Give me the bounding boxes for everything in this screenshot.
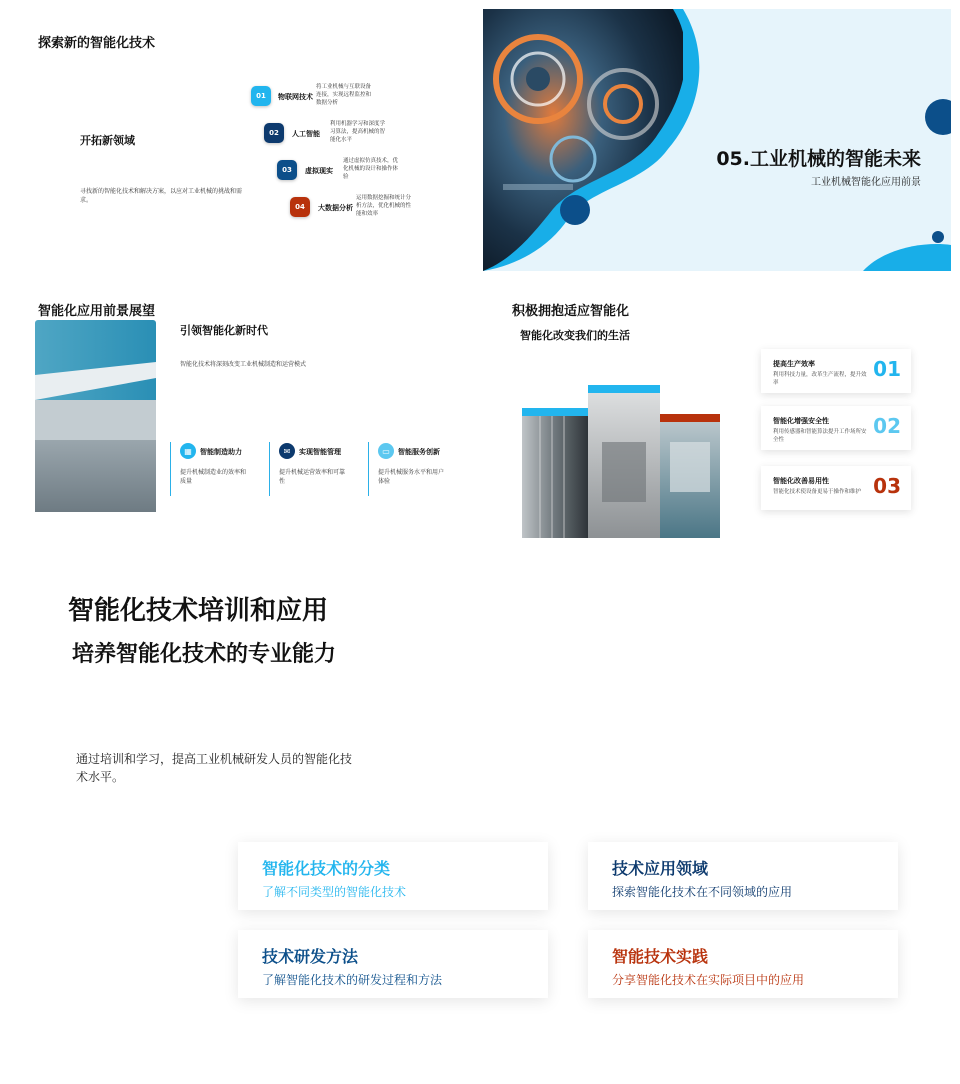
card-number: 01 bbox=[873, 357, 901, 381]
card-desc: 分享智能化技术在实际项目中的应用 bbox=[612, 973, 805, 987]
city-photo-strip bbox=[520, 382, 722, 540]
item-label-iot: 物联网技术 bbox=[278, 93, 313, 101]
feature-desc: 提升机械运营效率和可靠性 bbox=[279, 469, 346, 485]
item-desc-bigdata: 运用数据挖掘和统计分析方法，优化机械的性能和效率 bbox=[356, 195, 412, 217]
slide-description: 通过培训和学习，提高工业机械研发人员的智能化技术水平。 bbox=[76, 752, 353, 784]
item-badge-01: 01 bbox=[251, 86, 271, 106]
item-badge-04: 04 bbox=[290, 197, 310, 217]
slide-title: 智能化技术培训和应用 bbox=[68, 596, 329, 626]
training-card bbox=[588, 930, 898, 998]
benefit-card bbox=[761, 406, 911, 450]
slide-title: 探索新的智能化技术 bbox=[38, 36, 156, 51]
card-desc: 利用传感器和智能算法提升工作场所安全性 bbox=[773, 429, 867, 443]
slide-title: 智能化应用前景展望 bbox=[38, 304, 156, 319]
circle-decor bbox=[560, 195, 590, 225]
architecture-photo bbox=[35, 320, 156, 512]
slide-embrace bbox=[490, 292, 952, 542]
item-badge-02: 02 bbox=[264, 123, 284, 143]
section-heading: 引领智能化新时代 bbox=[180, 324, 268, 337]
slide-description: 寻找新的智能化技术和解决方案，以应对工业机械的挑战和需求。 bbox=[80, 188, 243, 204]
cover-graphic bbox=[483, 9, 951, 271]
card-desc: 智能化技术使设备更易于操作和维护 bbox=[773, 489, 862, 495]
slide-outlook bbox=[10, 292, 472, 542]
feature-label: 实现智能管理 bbox=[299, 448, 341, 456]
card-title: 提高生产效率 bbox=[773, 360, 815, 368]
benefit-card bbox=[761, 349, 911, 393]
card-number: 02 bbox=[873, 414, 901, 438]
section-description: 智能化技术将深刻改变工业机械制造和运营模式 bbox=[180, 361, 307, 368]
item-desc-ai: 利用机器学习和深度学习算法，提高机械的智能化水平 bbox=[330, 121, 386, 143]
slide-subtitle: 开拓新领域 bbox=[80, 134, 135, 147]
feature-divider bbox=[368, 442, 369, 496]
training-card bbox=[238, 930, 548, 998]
training-card bbox=[588, 842, 898, 910]
building-icon: ▦ bbox=[180, 443, 196, 459]
benefit-card bbox=[761, 466, 911, 510]
slide-explore-tech bbox=[10, 10, 472, 270]
feature-label: 智能制造助力 bbox=[200, 448, 242, 456]
slide-training bbox=[10, 560, 950, 1060]
card-title: 智能化改善易用性 bbox=[773, 477, 829, 485]
feature-desc: 提升机械制造业的效率和质量 bbox=[180, 469, 247, 485]
item-label-vr: 虚拟现实 bbox=[305, 167, 333, 175]
card-desc: 了解不同类型的智能化技术 bbox=[262, 885, 407, 899]
item-desc-iot: 将工业机械与互联设备连接，实现远程监控和数据分析 bbox=[316, 84, 372, 106]
card-title: 智能化技术的分类 bbox=[262, 859, 391, 878]
feature-label: 智能服务创新 bbox=[398, 448, 440, 456]
card-desc: 利用科技力量，改革生产流程，提升效率 bbox=[773, 372, 867, 386]
item-desc-vr: 通过虚拟仿真技术，优化机械的设计和操作体验 bbox=[343, 158, 399, 180]
training-card bbox=[238, 842, 548, 910]
slide-subtitle: 工业机械智能化应用前景 bbox=[811, 177, 921, 188]
card-title: 智能化增强安全性 bbox=[773, 417, 829, 425]
feature-desc: 提升机械服务水平和用户体验 bbox=[378, 469, 445, 485]
item-label-bigdata: 大数据分析 bbox=[318, 204, 353, 212]
feature-divider bbox=[170, 442, 171, 496]
feature-divider bbox=[269, 442, 270, 496]
card-number: 03 bbox=[873, 474, 901, 498]
card-desc: 了解智能化技术的研发过程和方法 bbox=[262, 973, 443, 987]
slide-future-title bbox=[483, 9, 951, 271]
card-title: 技术研发方法 bbox=[262, 947, 359, 966]
slide-subtitle: 智能化改变我们的生活 bbox=[520, 329, 630, 342]
machinery-image bbox=[483, 9, 683, 271]
chat-icon: ▭ bbox=[378, 443, 394, 459]
circle-decor bbox=[932, 231, 944, 243]
slide-title: 05.工业机械的智能未来 bbox=[716, 148, 921, 170]
card-title: 智能技术实践 bbox=[612, 947, 709, 966]
mail-icon: ✉ bbox=[279, 443, 295, 459]
slide-subtitle: 培养智能化技术的专业能力 bbox=[72, 642, 337, 667]
slide-title: 积极拥抱适应智能化 bbox=[512, 304, 630, 319]
wave-decor bbox=[863, 244, 951, 271]
item-label-ai: 人工智能 bbox=[292, 130, 320, 138]
circle-decor bbox=[925, 99, 951, 135]
card-title: 技术应用领域 bbox=[612, 859, 709, 878]
item-badge-03: 03 bbox=[277, 160, 297, 180]
card-desc: 探索智能化技术在不同领域的应用 bbox=[612, 885, 793, 899]
